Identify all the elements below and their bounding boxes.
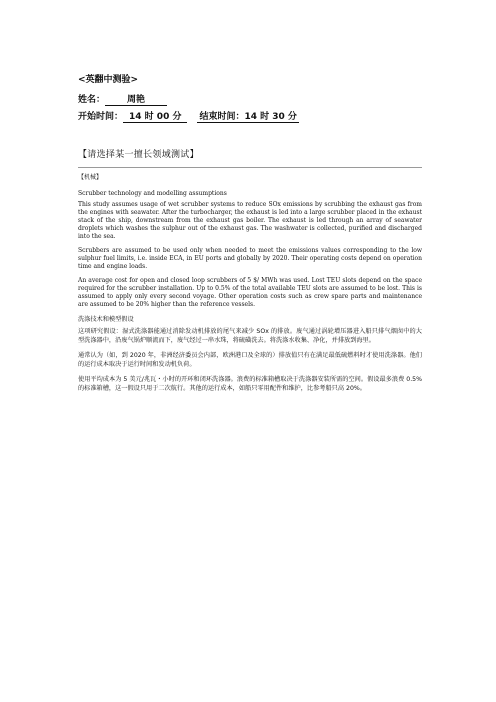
name-row	[78, 94, 422, 106]
english-title: Scrubber technology and modelling assumptions	[78, 190, 227, 197]
english-paragraph-1: This study assumes usage of wet scrubber systems to reduce SOx emissions by scrubbing the exhaust gas from the engines with seawater. After the turbocharger, the exhaust is led into a large scrubber placed in the exhaust stack of the ship, downstream from the exhaust gas boiler. The exhaust is led through an array of seawater droplets which washes the sulphur out of the exhaust gas. The washwater is collected, purified and discharged into the sea.	[78, 201, 422, 240]
section-divider	[78, 167, 422, 168]
start-time-value: 14 时 00 分	[123, 112, 187, 123]
section-title: 【请选择某一擅长领域测试】	[78, 150, 199, 160]
start-time-label: 开始时间：	[78, 112, 124, 122]
english-paragraph-3: An average cost for open and closed loop scrubbers of 5 $/ MWh was used. Lost TEU slots depend on the space required for the scrubber installation. Up to 0.5% of the total available TEU slots are assumed to be lost. This is assumed to apply only every second voyage. Other operation costs such as crew spare parts and maintenance are assumed to be 20% higher than the reference vessels.	[78, 277, 422, 308]
name-label: 姓名：	[78, 95, 106, 105]
quiz-title: <英翻中测验>	[78, 75, 139, 85]
end-time: 结束时间：14 时 30 分	[199, 112, 297, 122]
english-paragraph-2: Scrubbers are assumed to be used only when needed to meet the emissions values corresponding to the low sulphur fuel limits, i.e. inside ECA, in EU ports and globally by 2020. Their operating costs depend on operation time and engine loads.	[78, 247, 422, 270]
chinese-paragraph-2: 通常认为（如，到 2020 年，非洲经济委员会内部，欧洲港口及全球的）排放值只有在满足最低硫燃料时才使用洗涤器。他们的运行成本取决于运行时间和发动机负荷。	[78, 352, 422, 368]
name-value: 周艳	[105, 95, 167, 106]
chinese-paragraph-1: 这项研究假设：湿式洗涤器能通过消除发动机排放的尾气来减少 SOx 的排放。废气通过涡轮增压器进入船只排气烟囱中的大型洗涤器中，沿废气锅炉顺流而下，废气经过一串水珠，将硫磺洗去。将洗涤水收集、净化，并排放到海里。	[78, 328, 422, 344]
quiz-document	[78, 74, 422, 399]
chinese-title: 洗涤技术和模型假设	[78, 316, 134, 323]
chinese-paragraph-3: 使用平均成本为 5 美元/兆瓦・小时的开环和闭环洗涤器。浪费的标准箱槽取决于洗涤器安装所需的空间。假设最多浪费 0.5%的标准箱槽，这一假设只用于二次航行。其他的运行成本，如船只零用配件和维护，比参考船只高 20%。	[78, 376, 422, 392]
category-label: 【机械】	[78, 174, 103, 181]
time-row	[78, 111, 422, 123]
